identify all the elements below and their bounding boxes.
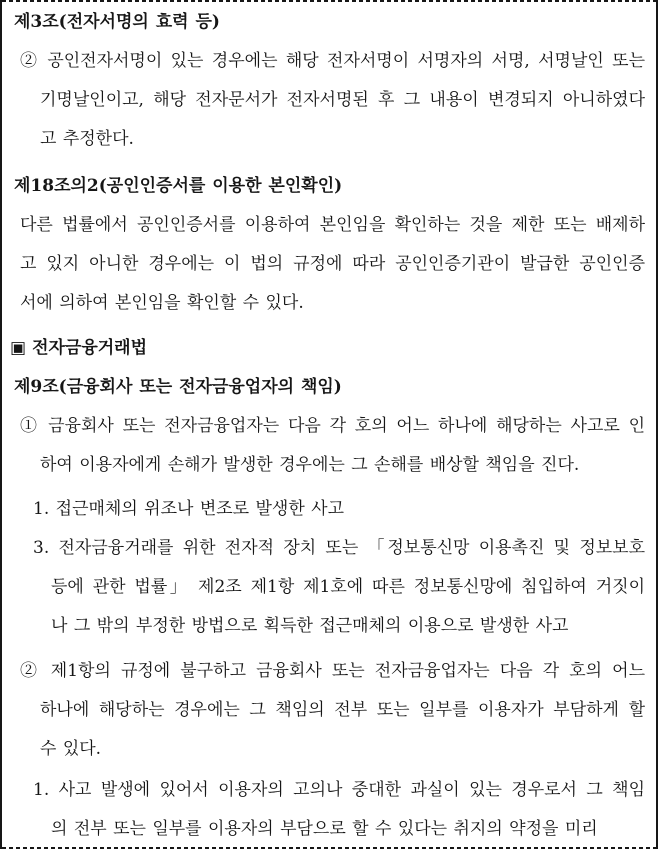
item-number-marker: 1. — [33, 499, 50, 519]
text-line: 고 추정한다. — [40, 129, 134, 149]
text-line: 서에 의하여 본인임을 확인할 수 있다. — [20, 293, 304, 313]
law-title — [10, 329, 645, 368]
law-title-text: 전자금융거래법 — [32, 338, 148, 358]
text-line: 하여 이용자에게 손해가 발생한 경우에는 그 손해를 배상할 책임을 진다. — [40, 455, 580, 475]
text-line: 의 전부 또는 일부를 이용자의 부담으로 할 수 있다는 취지의 약정을 미리 — [51, 819, 598, 839]
clause — [20, 407, 645, 485]
article-header — [14, 167, 645, 206]
text-line: 다른 법률에서 공인인증서를 이용하여 본인임을 확인하는 것을 제한 또는 배제하 — [20, 215, 645, 235]
law-title-line — [10, 329, 645, 368]
item-number-marker: 3. — [33, 538, 50, 558]
subitem — [33, 529, 645, 646]
text-line: 수 있다. — [40, 739, 102, 759]
text-line: 고 있지 아니한 경우에는 이 법의 규정에 따라 공인인증기관이 발급한 공인인증 — [20, 254, 645, 274]
text-line — [33, 529, 646, 568]
text-segment: 전자금융거래를 위한 전자적 장치 또는 「정보통신망 이용촉진 및 정보보호 — [58, 538, 646, 558]
clause — [20, 652, 645, 769]
text-line: 나 그 밖의 부정한 방법으로 획득한 접근매체의 이용으로 발생한 사고 — [51, 616, 569, 636]
article-header — [14, 368, 645, 407]
paragraph — [20, 206, 645, 323]
subitem — [33, 771, 645, 849]
text-segment: 공인전자서명이 있는 경우에는 해당 전자서명이 서명자의 서명, 서명날인 또는 — [47, 51, 646, 71]
text-segment: 제1항의 규정에 불구하고 금융회사 또는 전자금융업자는 다음 각 호의 어느 — [50, 661, 646, 681]
text-line — [20, 652, 646, 691]
clause-number-marker: ① — [20, 416, 40, 436]
text-segment: 금융회사 또는 전자금융업자는 다음 각 호의 어느 하나에 해당하는 사고로 인 — [48, 416, 645, 436]
text-line — [33, 490, 645, 529]
article-header — [14, 3, 645, 42]
text-line: 기명날인이고, 해당 전자문서가 전자서명된 후 그 내용이 변경되지 아니하였다 — [40, 90, 645, 110]
square-bullet-icon: ▣ — [10, 338, 27, 358]
article-header-text: 제18조의2(공인인증서를 이용한 본인확인) — [14, 176, 343, 196]
text-line — [33, 771, 645, 810]
clause — [20, 42, 645, 159]
text-segment: 사고 발생에 있어서 이용자의 고의나 중대한 과실이 있는 경우로서 그 책임 — [58, 780, 645, 800]
clause-number-marker: ② — [20, 661, 41, 681]
text-line: 하나에 해당하는 경우에는 그 책임의 전부 또는 일부를 이용자가 부담하게 할 — [40, 700, 645, 720]
dashed-top-border — [2, 0, 656, 2]
article-header-text: 제9조(금융회사 또는 전자금융업자의 책임) — [14, 377, 342, 397]
text-line: 등에 관한 법률」 제2조 제1항 제1호에 따른 정보통신망에 침입하여 거짓이 — [51, 577, 645, 597]
text-line — [20, 42, 646, 81]
subitem — [33, 490, 645, 529]
clause-number-marker: ② — [20, 51, 39, 71]
article-header-text: 제3조(전자서명의 효력 등) — [14, 12, 220, 32]
item-number-marker: 1. — [33, 780, 50, 800]
text-segment: 접근매체의 위조나 변조로 발생한 사고 — [55, 499, 345, 519]
document-content — [10, 3, 645, 849]
text-line — [20, 407, 645, 446]
